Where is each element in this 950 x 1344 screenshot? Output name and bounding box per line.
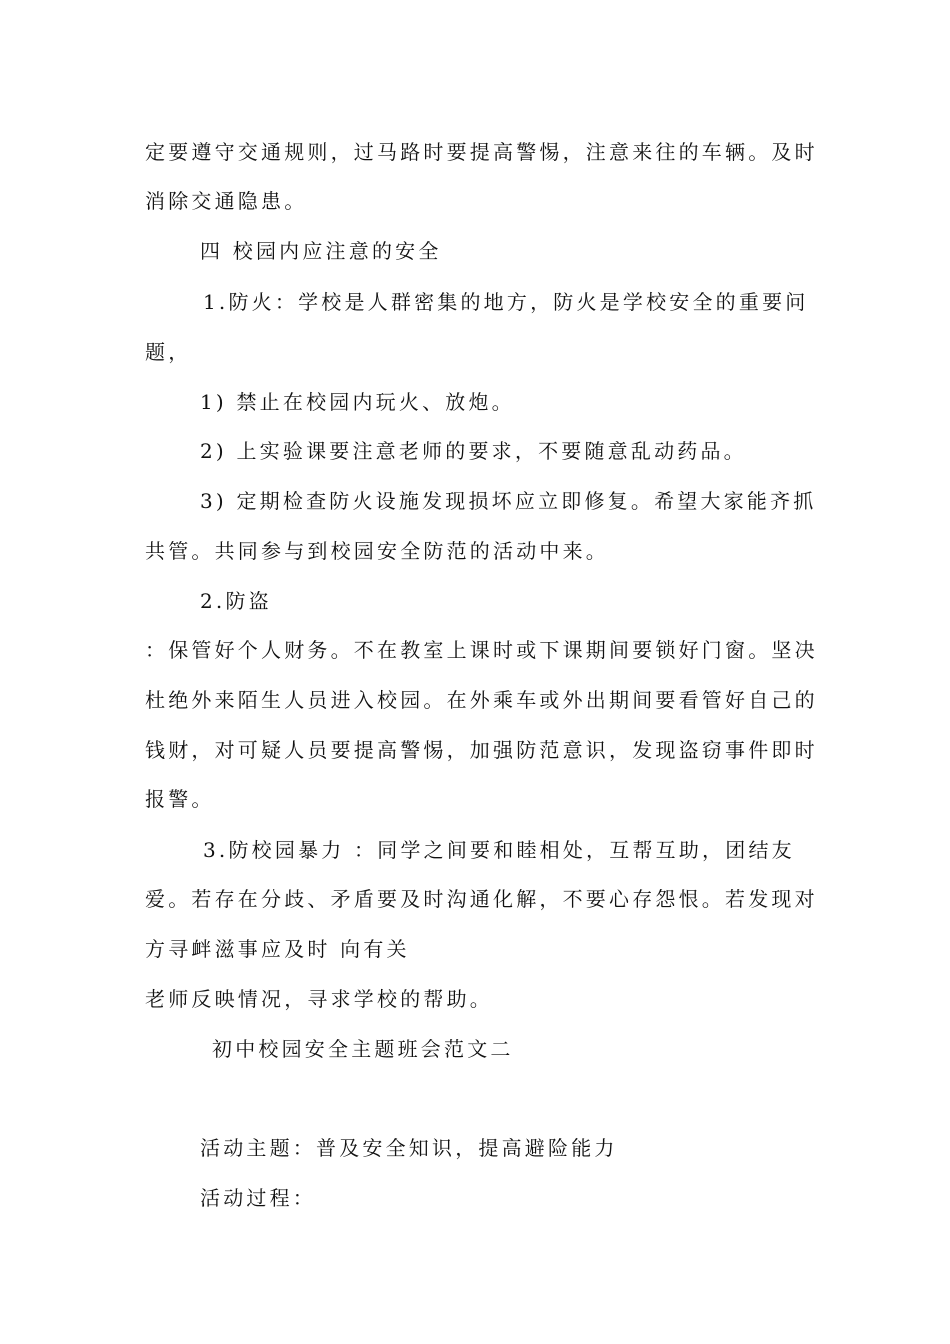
section-theft-heading: 2.防盗 — [200, 589, 272, 613]
text-line-2: 消除交通隐患。 — [145, 189, 308, 213]
text-line-violence-3: 方寻衅滋事应及时 向有关 — [145, 937, 410, 961]
list-item-2: 2) 上实验课要注意老师的要求，不要随意乱动药品。 — [200, 439, 747, 463]
section-title-two: 初中校园安全主题班会范文二 — [212, 1037, 514, 1061]
text-line-theft-3: 钱财，对可疑人员要提高警惕，加强防范意识，发现盗窃事件即时 — [145, 738, 818, 762]
list-item-3: 3) 定期检查防火设施发现损坏应立即修复。希望大家能齐抓 — [200, 489, 817, 513]
activity-theme: 活动主题：普及安全知识，提高避险能力 — [200, 1136, 618, 1160]
text-line-theft-2: 杜绝外来陌生人员进入校园。在外乘车或外出期间要看管好自己的 — [145, 688, 818, 712]
text-line-1: 定要遵守交通规则，过马路时要提高警惕，注意来往的车辆。及时 — [145, 140, 818, 164]
text-line-violence-4: 老师反映情况，寻求学校的帮助。 — [145, 987, 493, 1011]
list-item-3-cont: 共管。共同参与到校园安全防范的活动中来。 — [145, 539, 609, 563]
text-line-violence-2: 爱。若存在分歧、矛盾要及时沟通化解，不要心存怨恨。若发现对 — [145, 887, 818, 911]
text-line-fire-1: 1.防火：学校是人群密集的地方，防火是学校安全的重要问 — [203, 290, 809, 314]
text-line-violence-1: 3.防校园暴力 ：同学之间要和睦相处，互帮互助，团结友 — [203, 838, 795, 862]
section-heading-four: 四 校园内应注意的安全 — [200, 239, 442, 263]
text-line-theft-1: ：保管好个人财务。不在教室上课时或下课期间要锁好门窗。坚决 — [145, 638, 818, 662]
text-line-fire-2: 题， — [145, 340, 192, 364]
activity-process: 活动过程： — [200, 1186, 316, 1210]
list-item-1: 1) 禁止在校园内玩火、放炮。 — [200, 390, 515, 414]
text-line-theft-4: 报警。 — [145, 787, 215, 811]
